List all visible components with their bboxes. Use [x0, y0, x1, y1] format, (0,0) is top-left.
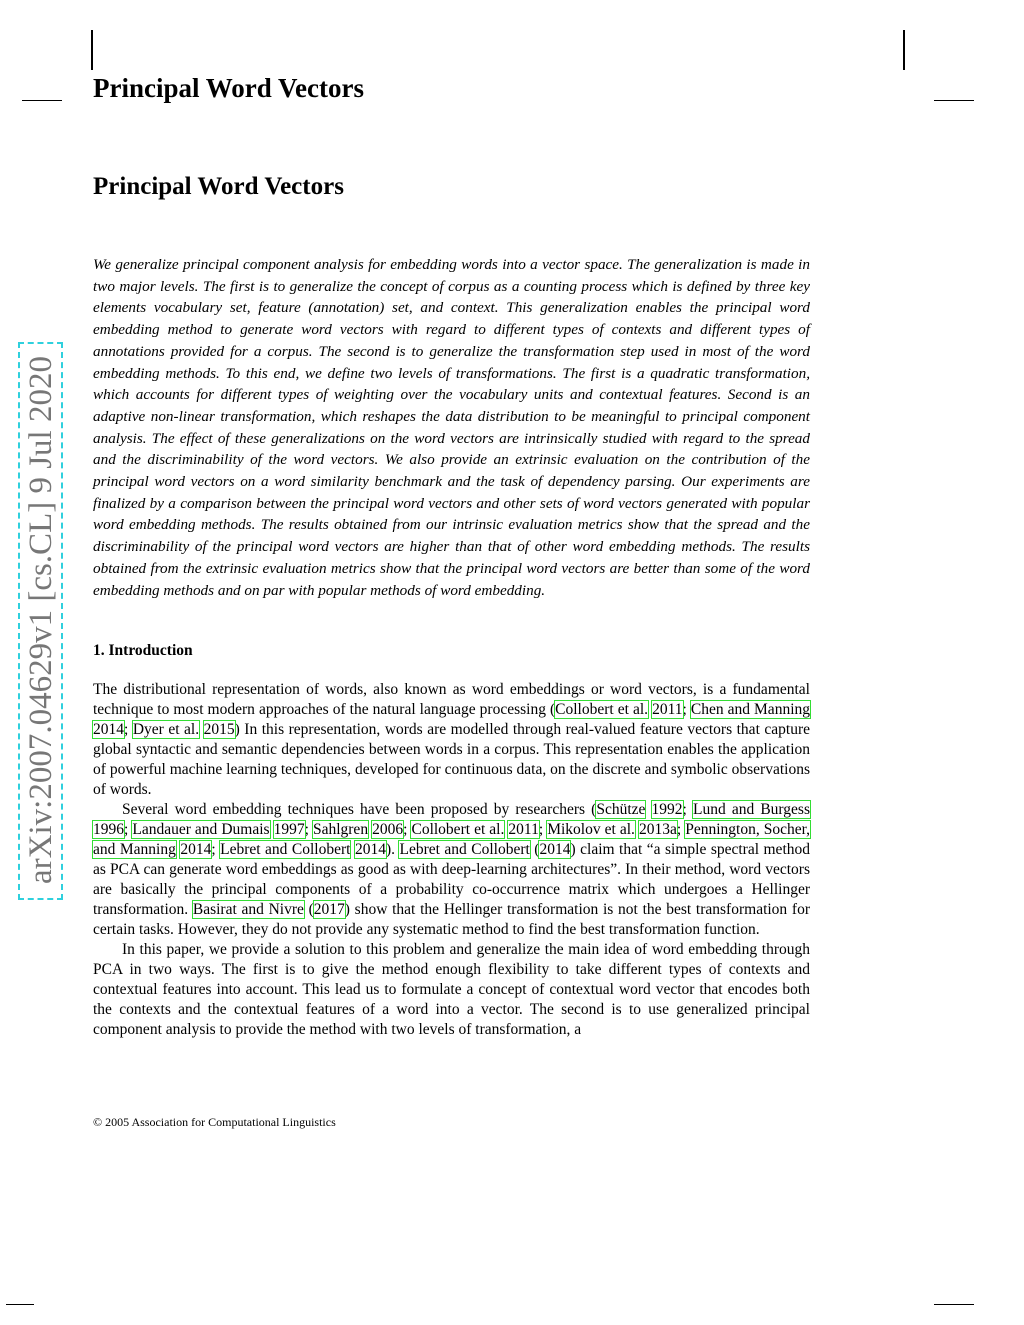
- crop-mark-top-right-horizontal: [934, 100, 974, 101]
- paragraph: The distributional representation of words, also known as word embeddings or word vectors, is a fundamental technique to most modern approaches of the natural language processing (Collobert et al. 2011; Chen and Manning 2014; Dyer et al. 2015) In this representation, words are modelled through real-valued feature vectors that capture global syntactic and semantic dependencies between words in a corpus. This representation enables the application of powerful machine learning techniques, developed for continuous data, on the discrete and symbolic observations of words.: [93, 681, 810, 798]
- introduction-body: [93, 680, 810, 1040]
- citation-year-link[interactable]: 2014: [93, 721, 124, 738]
- citation-link[interactable]: Lebret and Collobert: [220, 841, 351, 858]
- crop-mark-top-left-horizontal: [22, 100, 62, 101]
- crop-mark-top-right-vertical: [903, 30, 905, 70]
- citation-year-link[interactable]: 1997: [273, 821, 305, 838]
- citation-link[interactable]: Lebret and Collobert: [399, 841, 530, 858]
- citation-year-link[interactable]: 2014: [180, 841, 212, 858]
- citation-year-link[interactable]: 2015: [203, 721, 235, 738]
- citation-link[interactable]: Landauer and Dumais: [132, 821, 270, 838]
- citation-link[interactable]: Chen and Manning: [690, 701, 810, 718]
- abstract: We generalize principal component analysis for embedding words into a vector space. The generalization is made in two major levels. The first is to generalize the concept of corpus as a counting process which is defined by three key elements vocabulary set, feature (annotation) set, and context. This generalization enables the principal word embedding method to generate word vectors with regard to different types of contexts and different types of annotations provided for a corpus. The second is to generalize the transformation step used in most of the word embedding methods. To this end, we define two levels of transformations. The first is a quadratic transformation, which accounts for different types of weighting over the vocabulary units and contextual features. Second is an adaptive non-linear transformation, which reshapes the data distribution to be meaningful to principal component analysis. The effect of these generalizations on the word vectors are intrinsically studied with regard to the spread and the discriminability of the word vectors. We also provide an extrinsic evaluation on the contribution of the principal word vectors on a word similarity benchmark and the task of dependency parsing. Our experiments are finalized by a comparison between the principal word vectors and other sets of word vectors generated with popular word embedding methods. The results obtained from our intrinsic evaluation metrics show that the spread and the discriminability of the principal word vectors are higher than that of other word embedding methods. The results obtained from the extrinsic evaluation metrics show that the principal word vectors are better than some of the word embedding methods and on par with popular methods of word embedding.: [93, 256, 810, 599]
- citation-link[interactable]: Sahlgren: [312, 821, 369, 838]
- citation-link[interactable]: Basirat and Nivre: [192, 901, 304, 918]
- citation-link[interactable]: Schütze: [596, 801, 646, 818]
- citation-year-link[interactable]: 2006: [372, 821, 404, 838]
- crop-mark-bottom-left-horizontal: [6, 1304, 34, 1305]
- citation-year-link[interactable]: 2014: [354, 841, 386, 858]
- citation-year-link[interactable]: 1992: [651, 801, 683, 818]
- citation-year-link[interactable]: 1996: [93, 821, 124, 838]
- citation-year-link[interactable]: 2014: [539, 841, 571, 858]
- paragraph: Several word embedding techniques have been proposed by researchers (Schütze 1992; Lund and Burgess 1996; Landauer and Dumais 1997; Sahlgren 2006; Collobert et al. 2011; Mikolov et al. 2013a; Pennington, Socher, and Manning 2014; Lebret and Collobert 2014). Lebret and Collobert (2014) claim that “a simple spectral method as PCA can generate word embeddings as good as with deep-learning architectures”. In their method, word vectors are basically the principal components of a probability co-occurrence matrix which undergoes a Hellinger transformation. Basirat and Nivre (2017) show that the Hellinger transformation is not the best transformation for certain tasks. However, they do not provide any systematic method to find the best transformation function.: [93, 801, 811, 938]
- paragraph: In this paper, we provide a solution to this problem and generalize the main idea of word embedding through PCA in two ways. The first is to give the method enough flexibility to take different types of contexts and contextual features into account. This lead us to formulate a concept of contextual word vector that encodes both the contexts and the contextual features of a word into a vector. The second is to use generalized principal component analysis to provide the method with two levels of transformation, a: [93, 941, 810, 1038]
- crop-mark-top-left-vertical: [91, 30, 93, 70]
- page-title: Principal Word Vectors: [93, 173, 344, 200]
- citation-year-link[interactable]: 2017: [313, 901, 345, 918]
- citation-link[interactable]: Mikolov et al.: [547, 821, 635, 838]
- arxiv-stamp[interactable]: arXiv:2007.04629v1 [cs.CL] 9 Jul 2020: [23, 356, 59, 884]
- crop-mark-bottom-right-horizontal: [934, 1304, 974, 1305]
- citation-link[interactable]: Collobert et al.: [555, 701, 649, 718]
- citation-year-link[interactable]: 2011: [508, 821, 539, 838]
- citation-year-link[interactable]: 2011: [652, 701, 683, 718]
- section-heading-introduction: 1. Introduction: [93, 642, 193, 659]
- citation-link[interactable]: Pennington, Socher, and Manning: [93, 821, 811, 858]
- running-title: Principal Word Vectors: [93, 73, 365, 103]
- citation-year-link[interactable]: 2013a: [638, 821, 677, 838]
- citation-link[interactable]: Lund and Burgess: [692, 801, 810, 818]
- copyright-footer: © 2005 Association for Computational Linguistics: [93, 1115, 336, 1129]
- citation-link[interactable]: Collobert et al.: [411, 821, 505, 838]
- citation-link[interactable]: Dyer et al.: [132, 721, 200, 738]
